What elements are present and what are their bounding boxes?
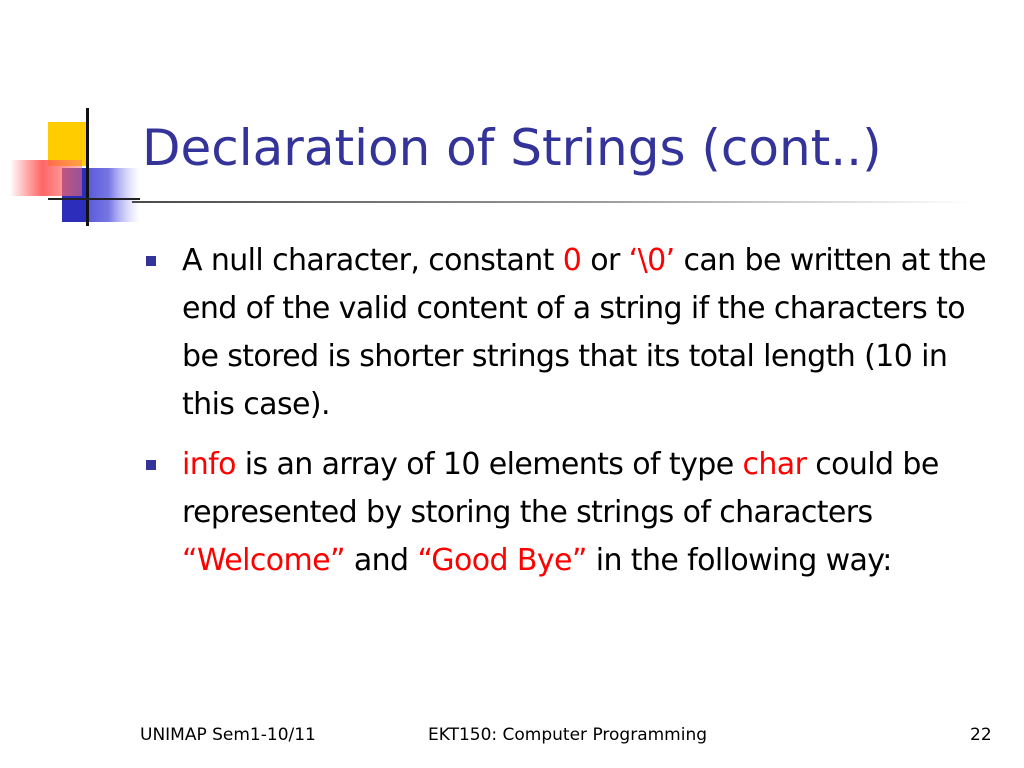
title-divider: [132, 201, 972, 203]
footer-course: EKT150: Computer Programming: [428, 725, 708, 745]
corner-decoration-icon: [0, 0, 140, 240]
highlighted-code: info: [182, 447, 236, 482]
text-segment: in the following way:: [586, 543, 892, 578]
text-segment: is an array of 10 elements of type: [235, 447, 743, 482]
footer-semester: UNIMAP Sem1-10/11: [140, 725, 316, 745]
highlighted-code: “Good Bye”: [417, 543, 587, 578]
bullet-square-icon: [146, 460, 156, 470]
slide-number: 22: [970, 725, 992, 745]
text-segment: can be written at the end of the valid content of a string if the characters to be stored is shorter strings that its total length (10 in this case).: [182, 243, 986, 422]
highlighted-code: 0: [562, 243, 582, 278]
text-segment: could be represented by storing the strings of characters: [182, 447, 939, 530]
bullet-square-icon: [146, 256, 156, 266]
highlighted-code: char: [742, 447, 807, 482]
highlighted-code: “Welcome”: [182, 543, 345, 578]
bullet-list: [142, 237, 1002, 585]
bullet-item: [142, 441, 1002, 585]
text-segment: and: [344, 543, 418, 578]
bullet-item: [142, 237, 1002, 429]
text-segment: or: [581, 243, 629, 278]
text-segment: A null character, constant: [182, 243, 563, 278]
highlighted-code: ‘\0’: [628, 243, 675, 278]
slide-title: Declaration of Strings (cont..): [142, 119, 882, 177]
